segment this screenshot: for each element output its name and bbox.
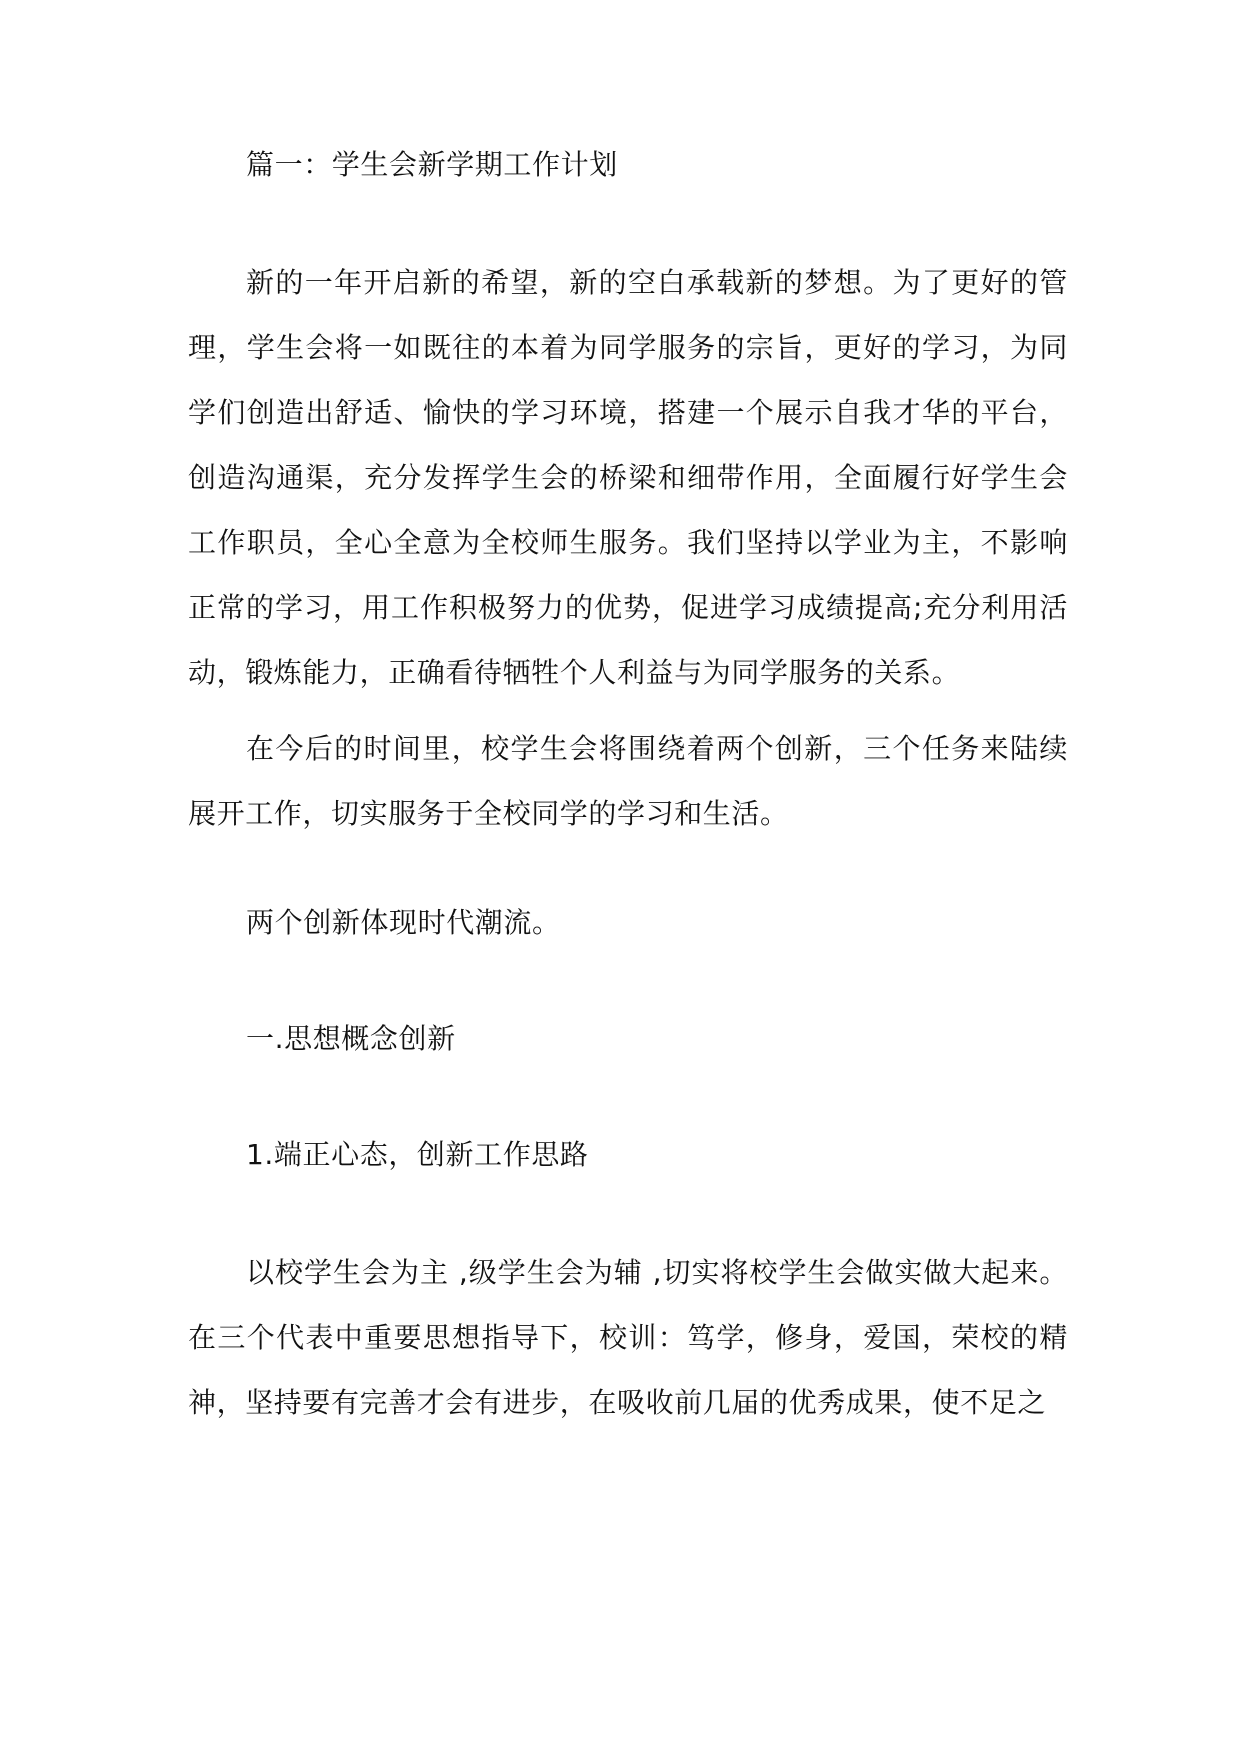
subsection-heading-mindset: 1.端正心态，创新工作思路 xyxy=(246,1138,589,1171)
paragraph-two-innovations: 两个创新体现时代潮流。 xyxy=(246,906,561,939)
paragraph-intro: 新的一年开启新的希望，新的空白承载新的梦想。为了更好的管理，学生会将一如既往的本着为同学服务的宗旨，更好的学习，为同学们创造出舒适、愉快的学习环境，搭建一个展示自我才华的平台，创造沟通渠，充分发挥学生会的桥梁和细带作用，全面履行好学生会工作职员，全心全意为全校师生服务。我们坚持以学业为主，不影响正常的学习，用工作积极努力的优势，促进学习成绩提高;充分利用活动，锻炼能力，正确看待牺牲个人利益与为同学服务的关系。 xyxy=(188,266,1068,689)
document-heading: 篇一：学生会新学期工作计划 xyxy=(246,148,618,181)
section-heading-thought-innovation: 一.思想概念创新 xyxy=(246,1022,456,1055)
paragraph-future-work: 在今后的时间里，校学生会将围绕着两个创新，三个任务来陆续展开工作，切实服务于全校同学的学习和生活。 xyxy=(188,732,1068,830)
paragraph-student-union-focus: 以校学生会为主 ,级学生会为辅 ,切实将校学生会做实做大起来。在三个代表中重要思想指导下，校训：笃学，修身，爱国，荣校的精神，坚持要有完善才会有进步，在吸收前几届的优秀成果，使不足之 xyxy=(188,1256,1068,1419)
